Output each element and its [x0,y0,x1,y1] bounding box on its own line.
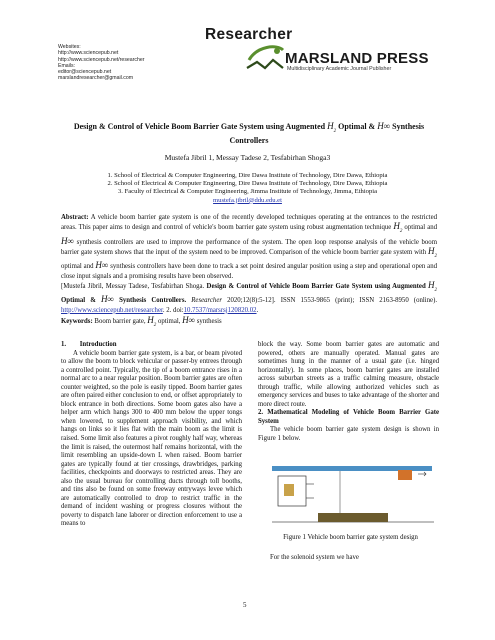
citation-text: . 2. doi: [162,306,184,314]
citation-journal: Researcher [191,297,222,305]
right-column [258,341,439,444]
contact-block [58,44,145,82]
body-text: For the solenoid system we have [270,554,359,561]
keywords-text: Boom barrier gate, [94,318,146,325]
body-text: A vehicle boom barrier gate system, is a bar, or beam pivoted to allow the boom to block vehicular or passer-by entrees through a controlled point. Typically, the tip of a boom entrance rises in a normal arc to a near regular position. Boom barrier gates are often counter weighted, so the pole is easily tipped. Boom barrier gates are often paired either conclusion to end, or offset appropriately to block entrance in both directions. Some boom gates also have a helper arm which hangs 300 to 400 mm below the upper tongs when lowered, to supplement approach visibility, and which hangs on links so it lies flat with the main boom as the limit is raised. Some limit also features a pivot roughly half way, whereas the limit is raised, the outermost half remains horizontal, with the limit resembling an upside-down L when raised. Boom barrier gates are typically found at tier crossings, drawbridges, parking facilities, checkpoints and doorways to restricted areas. They are also the usual bureau for controlling ducts through toll booths, and tins also be found on some freeway entryways levee which are automatically controlled to drop to restrict traffic in the demand of incident washing or progress closures without the poverty to dispatch lane laborer or direction enforcement to use a means to [61,349,242,528]
affiliation: 2. School of Electrical & Computer Engineering, Dire Dawa Institute of Technology, Dire Dawa, Ethiopia [107,180,388,188]
right-column-closing [258,554,439,563]
abstract-label: Abstract: [61,214,89,221]
abstract-text: robust augmentation technique [306,224,392,232]
contact-line: editor@sciencepub.net [58,69,112,76]
contact-line: Emails: [58,62,76,69]
citation-text: [Mustefa Jibril, Messay Tadese, Tesfabirhan Shoga. [61,283,205,291]
publisher-name: MARSLAND PRESS [285,50,429,67]
figure-1-diagram [268,464,438,528]
body-text: The vehicle boom barrier gate system design is shown in Figure 1 below. [258,426,439,443]
body-text: block the way. Some boom barrier gates are automatic and powered, others are manually operated. Manual gates are sometimes hung in the manner of a usual gate (i.e. hinged horizontally). In some places, boom barrier gates are installed across suburban streets as a traffic calming measure, obstacle through traffic, while allowing authorized vehicles such as emergency services and buses to take advantage of the shorter and more direct route. [258,341,439,408]
figure-caption: Figure 1 Vehicle boom barrier gate system design [283,534,418,541]
citation-text: 2020;12(8):5-12]. ISSN 1553-9865 (print); ISSN 2163-8950 (online). [227,297,438,305]
h2-symbol: $H_2$ [428,280,438,293]
publisher-subtitle: Multidisciplinary Academic Journal Publisher [287,66,392,72]
contact-line: marslandresearcher@gmail.com [58,75,134,82]
h2-symbol: $H_2$ [147,315,157,328]
citation-title: Optimal & [61,297,96,305]
affiliation: 1. School of Electrical & Computer Engineering, Dire Dawa Institute of Technology, Dire Dawa, Ethiopia [107,172,388,179]
h2-symbol: $H_2$ [428,246,438,259]
hinf-symbol: H∞ [101,294,114,305]
contact-line: http://www.sciencepub.net [58,50,119,57]
keywords-label: Keywords: [61,318,93,325]
section-heading: 2. Mathematical Modeling of Vehicle Boom Barrier Gate System [258,409,439,425]
hinf-symbol: H∞ [377,121,391,131]
journal-url-link[interactable]: http://www.sciencepub.net/researcher [61,306,163,314]
abstract-text: optimal and [404,224,438,232]
hinf-symbol: H∞ [95,260,109,271]
page-number: 5 [243,601,247,609]
keywords-text: synthesis [196,318,222,325]
title-text: Controllers [229,136,269,146]
citation-title: Design & Control of Vehicle Boom Barrier Gate System using Augmented [206,283,426,291]
h2-symbol: $H_2$ [393,221,403,235]
abstract-text: optimal and [61,263,94,271]
abstract-text: synthesis controllers have been done to track a set point desired angular position using a step and operational open and close input signals and a promising results have been observed. [61,263,437,280]
title-text: Synthesis [392,122,425,131]
title-text: Optimal & [338,122,376,131]
section-heading: 1. Introduction [61,341,117,348]
abstract-text: synthesis controllers are used to improve the performance of the system. The open loop response analysis of the vehicle boom barrier gate system shows that the input of the [61,238,437,257]
left-column [61,341,242,529]
title-text: Design & Control of Vehicle Boom Barrier Gate System using Augmented [73,122,326,131]
citation-title: Synthesis Controllers. [119,297,187,305]
hinf-symbol: H∞ [182,315,196,325]
keywords [61,316,437,330]
abstract-text: system need to be improved. Comparison of the vehicle boom barrier gate system with [188,249,427,257]
keywords-text: optimal, [157,318,181,325]
contact-line: Websites: [58,44,81,50]
contact-line: http://www.sciencepub.net/researcher [58,56,145,63]
hinf-symbol: H∞ [61,235,74,246]
abstract-text: A vehicle boom barrier gate system is one of the recently developed techniques operating at the entrances to the restricted areas. This paper aims to design and control of vehicle's boom barrier gate system using [61,214,437,232]
journal-title: Researcher [205,26,293,43]
citation-text: . [256,306,259,314]
authors: Mustefa Jibril 1, Messay Tadese 2, Tesfabirhan Shoga3 [164,153,331,162]
abstract [61,213,437,315]
h2-symbol: $H_2$ [327,121,337,134]
affiliation: 3. Faculty of Electrical & Computer Engineering, Jimma Institute of Technology, Jimma, Ethiopia [117,188,378,196]
author-email-link[interactable]: mustefa.jibril@ddu.edu.et [213,196,282,204]
affiliations [60,172,435,205]
doi-link[interactable]: 10.7537/marsrsj120820.02 [183,306,257,314]
paper-title [64,122,434,146]
